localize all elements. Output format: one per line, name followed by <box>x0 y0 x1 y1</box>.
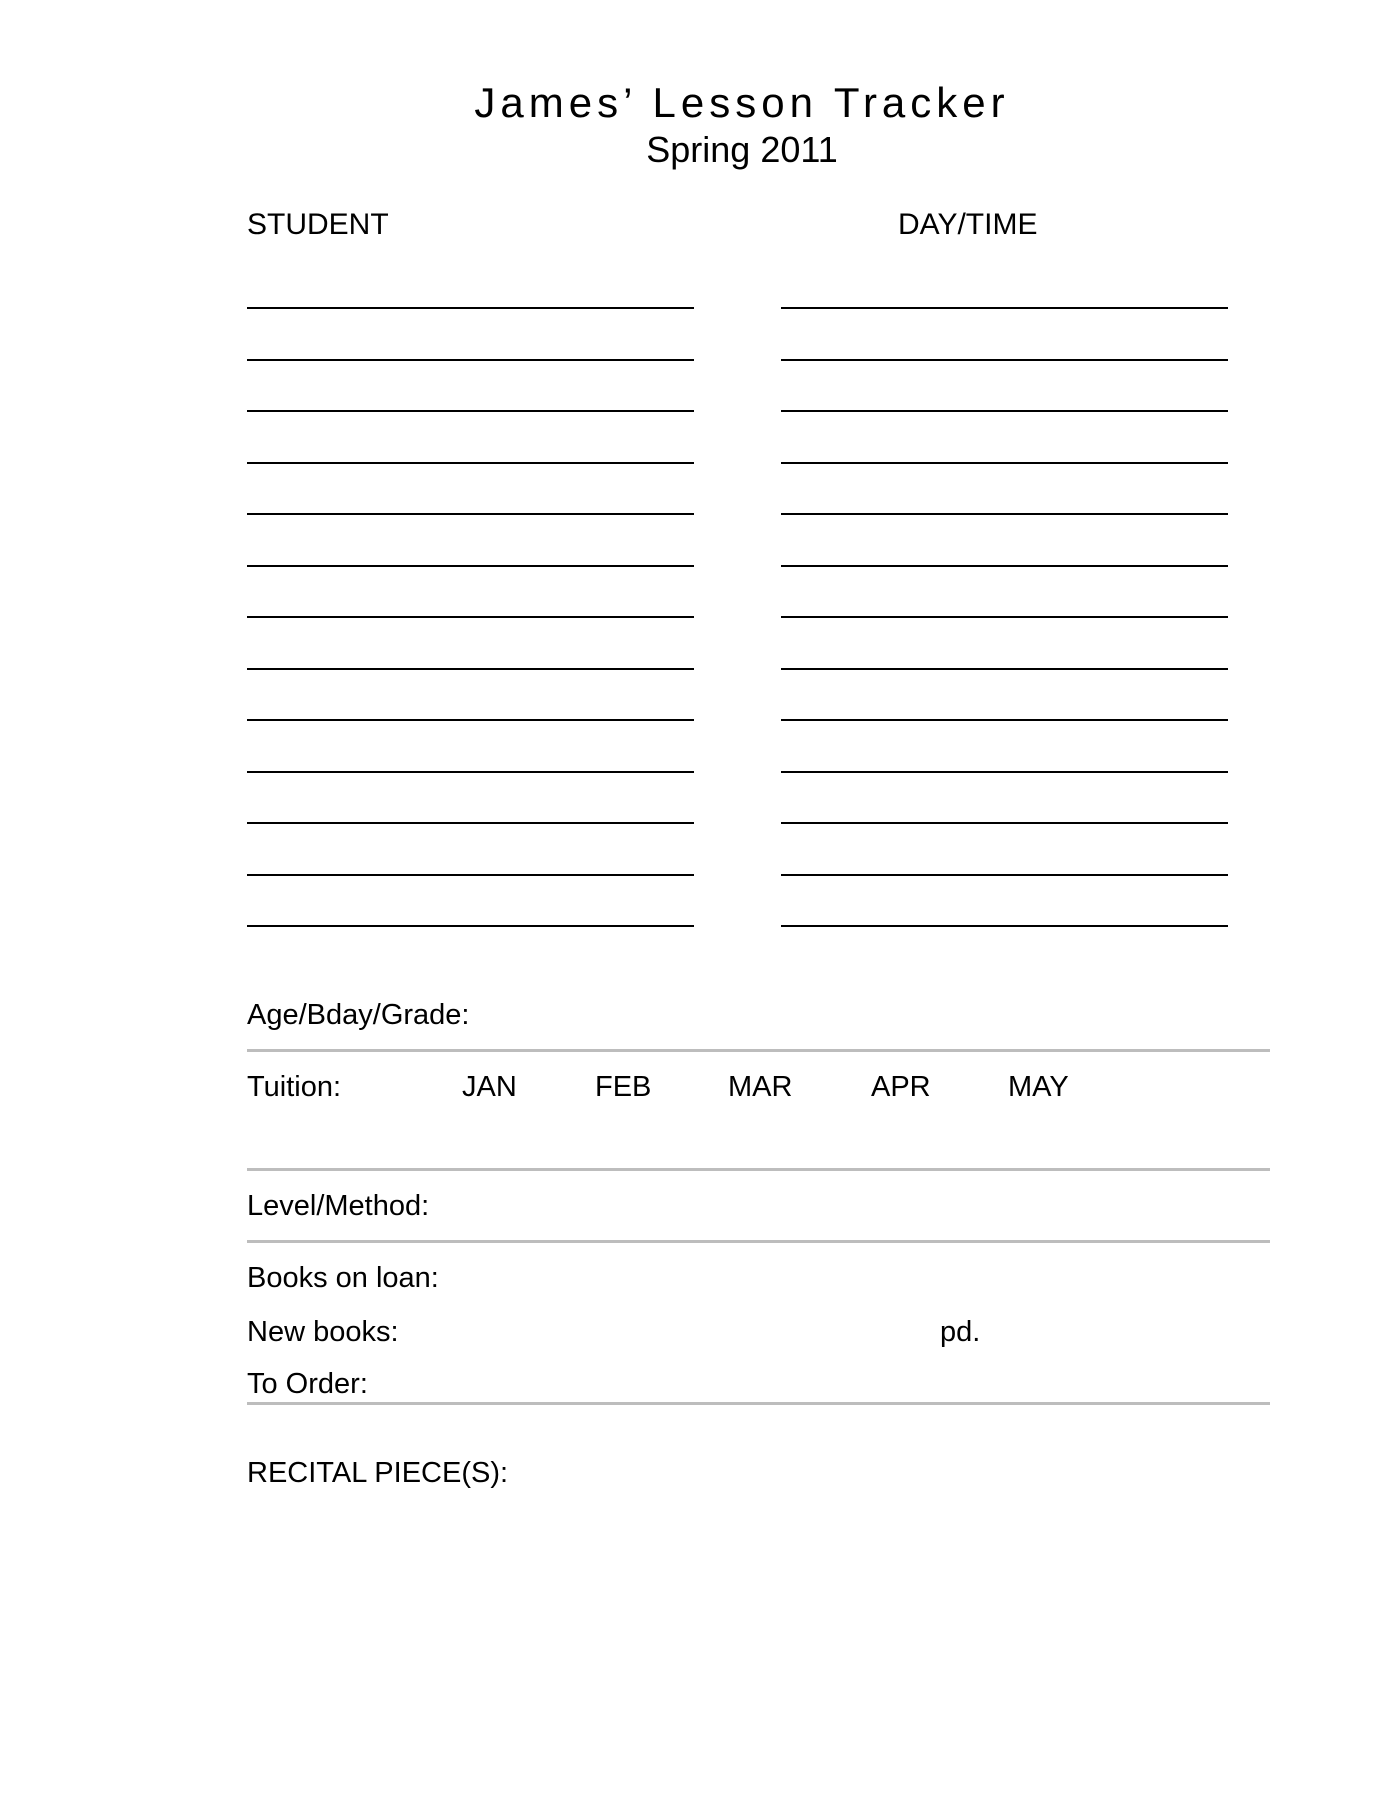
month-may: MAY <box>1008 1071 1069 1103</box>
page-subtitle: Spring 2011 <box>646 129 838 170</box>
student-line <box>247 822 694 824</box>
books-on-loan-label: Books on loan: <box>247 1262 439 1294</box>
page-title: James’ Lesson Tracker <box>474 79 1010 126</box>
daytime-line <box>781 513 1228 515</box>
daytime-line <box>781 822 1228 824</box>
daytime-column-label: DAY/TIME <box>898 208 1038 241</box>
new-books-label: New books: <box>247 1316 399 1348</box>
level-method-label: Level/Method: <box>247 1190 430 1222</box>
student-line <box>247 925 694 927</box>
student-line <box>247 462 694 464</box>
month-mar: MAR <box>728 1071 793 1103</box>
daytime-line <box>781 925 1228 927</box>
student-line <box>247 307 694 309</box>
month-apr: APR <box>871 1071 931 1103</box>
daytime-line <box>781 874 1228 876</box>
month-jan: JAN <box>462 1071 517 1103</box>
section-divider <box>247 1240 1270 1243</box>
daytime-line <box>781 616 1228 618</box>
student-line <box>247 565 694 567</box>
student-line <box>247 668 694 670</box>
student-line <box>247 513 694 515</box>
student-line <box>247 771 694 773</box>
student-line <box>247 410 694 412</box>
student-line <box>247 616 694 618</box>
daytime-line <box>781 565 1228 567</box>
student-line <box>247 359 694 361</box>
student-line <box>247 874 694 876</box>
section-divider <box>247 1402 1270 1405</box>
paid-label: pd. <box>940 1316 981 1348</box>
recital-pieces-label: RECITAL PIECE(S): <box>247 1457 509 1489</box>
section-divider <box>247 1168 1270 1171</box>
age-bday-grade-label: Age/Bday/Grade: <box>247 999 470 1031</box>
to-order-label: To Order: <box>247 1368 368 1400</box>
month-feb: FEB <box>595 1071 652 1103</box>
student-column-label: STUDENT <box>247 208 389 241</box>
tuition-label: Tuition: <box>247 1071 342 1103</box>
daytime-line <box>781 359 1228 361</box>
daytime-line <box>781 462 1228 464</box>
daytime-line <box>781 668 1228 670</box>
daytime-line <box>781 719 1228 721</box>
daytime-line <box>781 771 1228 773</box>
daytime-line <box>781 307 1228 309</box>
daytime-line <box>781 410 1228 412</box>
student-line <box>247 719 694 721</box>
section-divider <box>247 1049 1270 1052</box>
